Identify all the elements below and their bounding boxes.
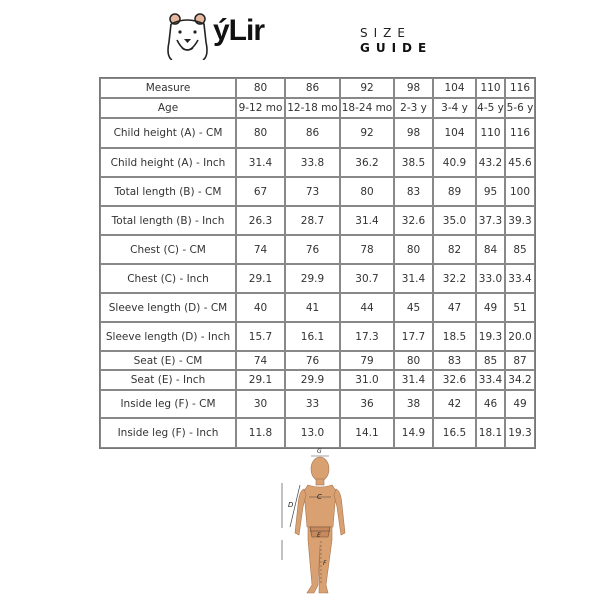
table-cell: 32.6 (433, 370, 476, 390)
table-cell: 47 (433, 293, 476, 322)
table-cell: 16.5 (433, 418, 476, 448)
table-cell: 26.3 (236, 206, 285, 235)
table-cell: 104 (433, 118, 476, 148)
table-row (100, 235, 535, 264)
table-cell: 92 (340, 78, 394, 98)
table-cell: 11.8 (236, 418, 285, 448)
table-cell: 28.7 (285, 206, 340, 235)
table-cell: 85 (476, 351, 505, 370)
table-cell: 34.2 (505, 370, 535, 390)
table-cell: 49 (476, 293, 505, 322)
table-row (100, 206, 535, 235)
table-cell: 89 (433, 177, 476, 206)
table-cell: 14.1 (340, 418, 394, 448)
table-cell: 98 (394, 118, 433, 148)
table-cell: 100 (505, 177, 535, 206)
row-label: Sleeve length (D) - CM (100, 293, 236, 322)
table-cell: 76 (285, 351, 340, 370)
table-row (100, 118, 535, 148)
table-row (100, 177, 535, 206)
brand-name: ýLir (213, 14, 265, 47)
table-cell: 32.6 (394, 206, 433, 235)
table-row (100, 293, 535, 322)
table-cell: 18.1 (476, 418, 505, 448)
table-cell: 2-3 y (394, 98, 433, 118)
table-cell: 98 (394, 78, 433, 98)
table-cell: 4-5 y (476, 98, 505, 118)
table-row (100, 418, 535, 448)
table-cell: 36 (340, 390, 394, 418)
table-cell: 49 (505, 390, 535, 418)
table-cell: 35.0 (433, 206, 476, 235)
label-f: F (323, 560, 327, 567)
table-cell: 29.9 (285, 264, 340, 293)
table-cell: 80 (340, 177, 394, 206)
table-cell: 95 (476, 177, 505, 206)
row-label: Measure (100, 78, 236, 98)
table-cell: 19.3 (505, 418, 535, 448)
table-cell: 31.4 (394, 264, 433, 293)
child-body-icon (295, 457, 345, 593)
table-cell: 31.4 (236, 148, 285, 177)
table-cell: 116 (505, 78, 535, 98)
row-label: Child height (A) - CM (100, 118, 236, 148)
table-cell: 37.3 (476, 206, 505, 235)
table-cell: 73 (285, 177, 340, 206)
table-cell: 83 (394, 177, 433, 206)
table-cell: 12-18 mo (285, 98, 340, 118)
table-cell: 67 (236, 177, 285, 206)
row-label: Seat (E) - Inch (100, 370, 236, 390)
table-cell: 86 (285, 118, 340, 148)
table-row (100, 351, 535, 370)
table-cell: 17.7 (394, 322, 433, 351)
table-cell: 84 (476, 235, 505, 264)
table-cell: 51 (505, 293, 535, 322)
table-cell: 32.2 (433, 264, 476, 293)
table-cell: 16.1 (285, 322, 340, 351)
table-cell: 15.7 (236, 322, 285, 351)
table-cell: 31.4 (340, 206, 394, 235)
table-cell: 85 (505, 235, 535, 264)
table-cell: 86 (285, 78, 340, 98)
row-label: Child height (A) - Inch (100, 148, 236, 177)
table-cell: 14.9 (394, 418, 433, 448)
row-label: Chest (C) - CM (100, 235, 236, 264)
table-cell: 76 (285, 235, 340, 264)
table-cell: 38.5 (394, 148, 433, 177)
table-cell: 104 (433, 78, 476, 98)
table-cell: 40 (236, 293, 285, 322)
table-cell: 45.6 (505, 148, 535, 177)
size-table (99, 77, 536, 449)
table-row (100, 370, 535, 390)
table-cell: 87 (505, 351, 535, 370)
label-e: E (317, 532, 321, 539)
table-cell: 18.5 (433, 322, 476, 351)
label-c: C (317, 493, 322, 501)
title-guide: GUIDE (360, 41, 433, 55)
table-cell: 20.0 (505, 322, 535, 351)
table-cell: 31.0 (340, 370, 394, 390)
table-cell: 80 (394, 235, 433, 264)
label-g: G (317, 448, 322, 455)
table-row (100, 264, 535, 293)
table-cell: 13.0 (285, 418, 340, 448)
table-cell: 38 (394, 390, 433, 418)
table-cell: 41 (285, 293, 340, 322)
row-label: Age (100, 98, 236, 118)
row-label: Sleeve length (D) - Inch (100, 322, 236, 351)
row-label: Total length (B) - Inch (100, 206, 236, 235)
table-cell: 110 (476, 78, 505, 98)
title-size: SIZE (360, 26, 411, 40)
table-cell: 80 (394, 351, 433, 370)
table-cell: 79 (340, 351, 394, 370)
row-label: Inside leg (F) - CM (100, 390, 236, 418)
table-cell: 74 (236, 351, 285, 370)
table-cell: 18-24 mo (340, 98, 394, 118)
table-row (100, 390, 535, 418)
table-cell: 43.2 (476, 148, 505, 177)
table-row (100, 322, 535, 351)
table-cell: 17.3 (340, 322, 394, 351)
table-cell: 29.1 (236, 370, 285, 390)
table-cell: 29.1 (236, 264, 285, 293)
table-cell: 80 (236, 78, 285, 98)
table-cell: 83 (433, 351, 476, 370)
table-cell: 80 (236, 118, 285, 148)
table-cell: 36.2 (340, 148, 394, 177)
table-row (100, 78, 535, 98)
table-cell: 31.4 (394, 370, 433, 390)
table-cell: 42 (433, 390, 476, 418)
table-cell: 92 (340, 118, 394, 148)
table-cell: 45 (394, 293, 433, 322)
table-cell: 33.8 (285, 148, 340, 177)
row-label: Inside leg (F) - Inch (100, 418, 236, 448)
table-cell: 5-6 y (505, 98, 535, 118)
table-cell: 33.0 (476, 264, 505, 293)
table-cell: 29.9 (285, 370, 340, 390)
table-cell: 110 (476, 118, 505, 148)
label-d: D (288, 501, 294, 509)
table-cell: 30 (236, 390, 285, 418)
row-label: Seat (E) - CM (100, 351, 236, 370)
table-row (100, 148, 535, 177)
table-cell: 82 (433, 235, 476, 264)
table-cell: 19.3 (476, 322, 505, 351)
table-cell: 30.7 (340, 264, 394, 293)
table-cell: 33.4 (505, 264, 535, 293)
table-cell: 39.3 (505, 206, 535, 235)
child-measurement-figure (270, 445, 370, 600)
table-row (100, 98, 535, 118)
table-cell: 33 (285, 390, 340, 418)
table-cell: 46 (476, 390, 505, 418)
table-cell: 40.9 (433, 148, 476, 177)
table-cell: 3-4 y (433, 98, 476, 118)
table-cell: 78 (340, 235, 394, 264)
row-label: Chest (C) - Inch (100, 264, 236, 293)
table-cell: 9-12 mo (236, 98, 285, 118)
table-cell: 74 (236, 235, 285, 264)
table-cell: 116 (505, 118, 535, 148)
table-cell: 44 (340, 293, 394, 322)
row-label: Total length (B) - CM (100, 177, 236, 206)
table-cell: 33.4 (476, 370, 505, 390)
